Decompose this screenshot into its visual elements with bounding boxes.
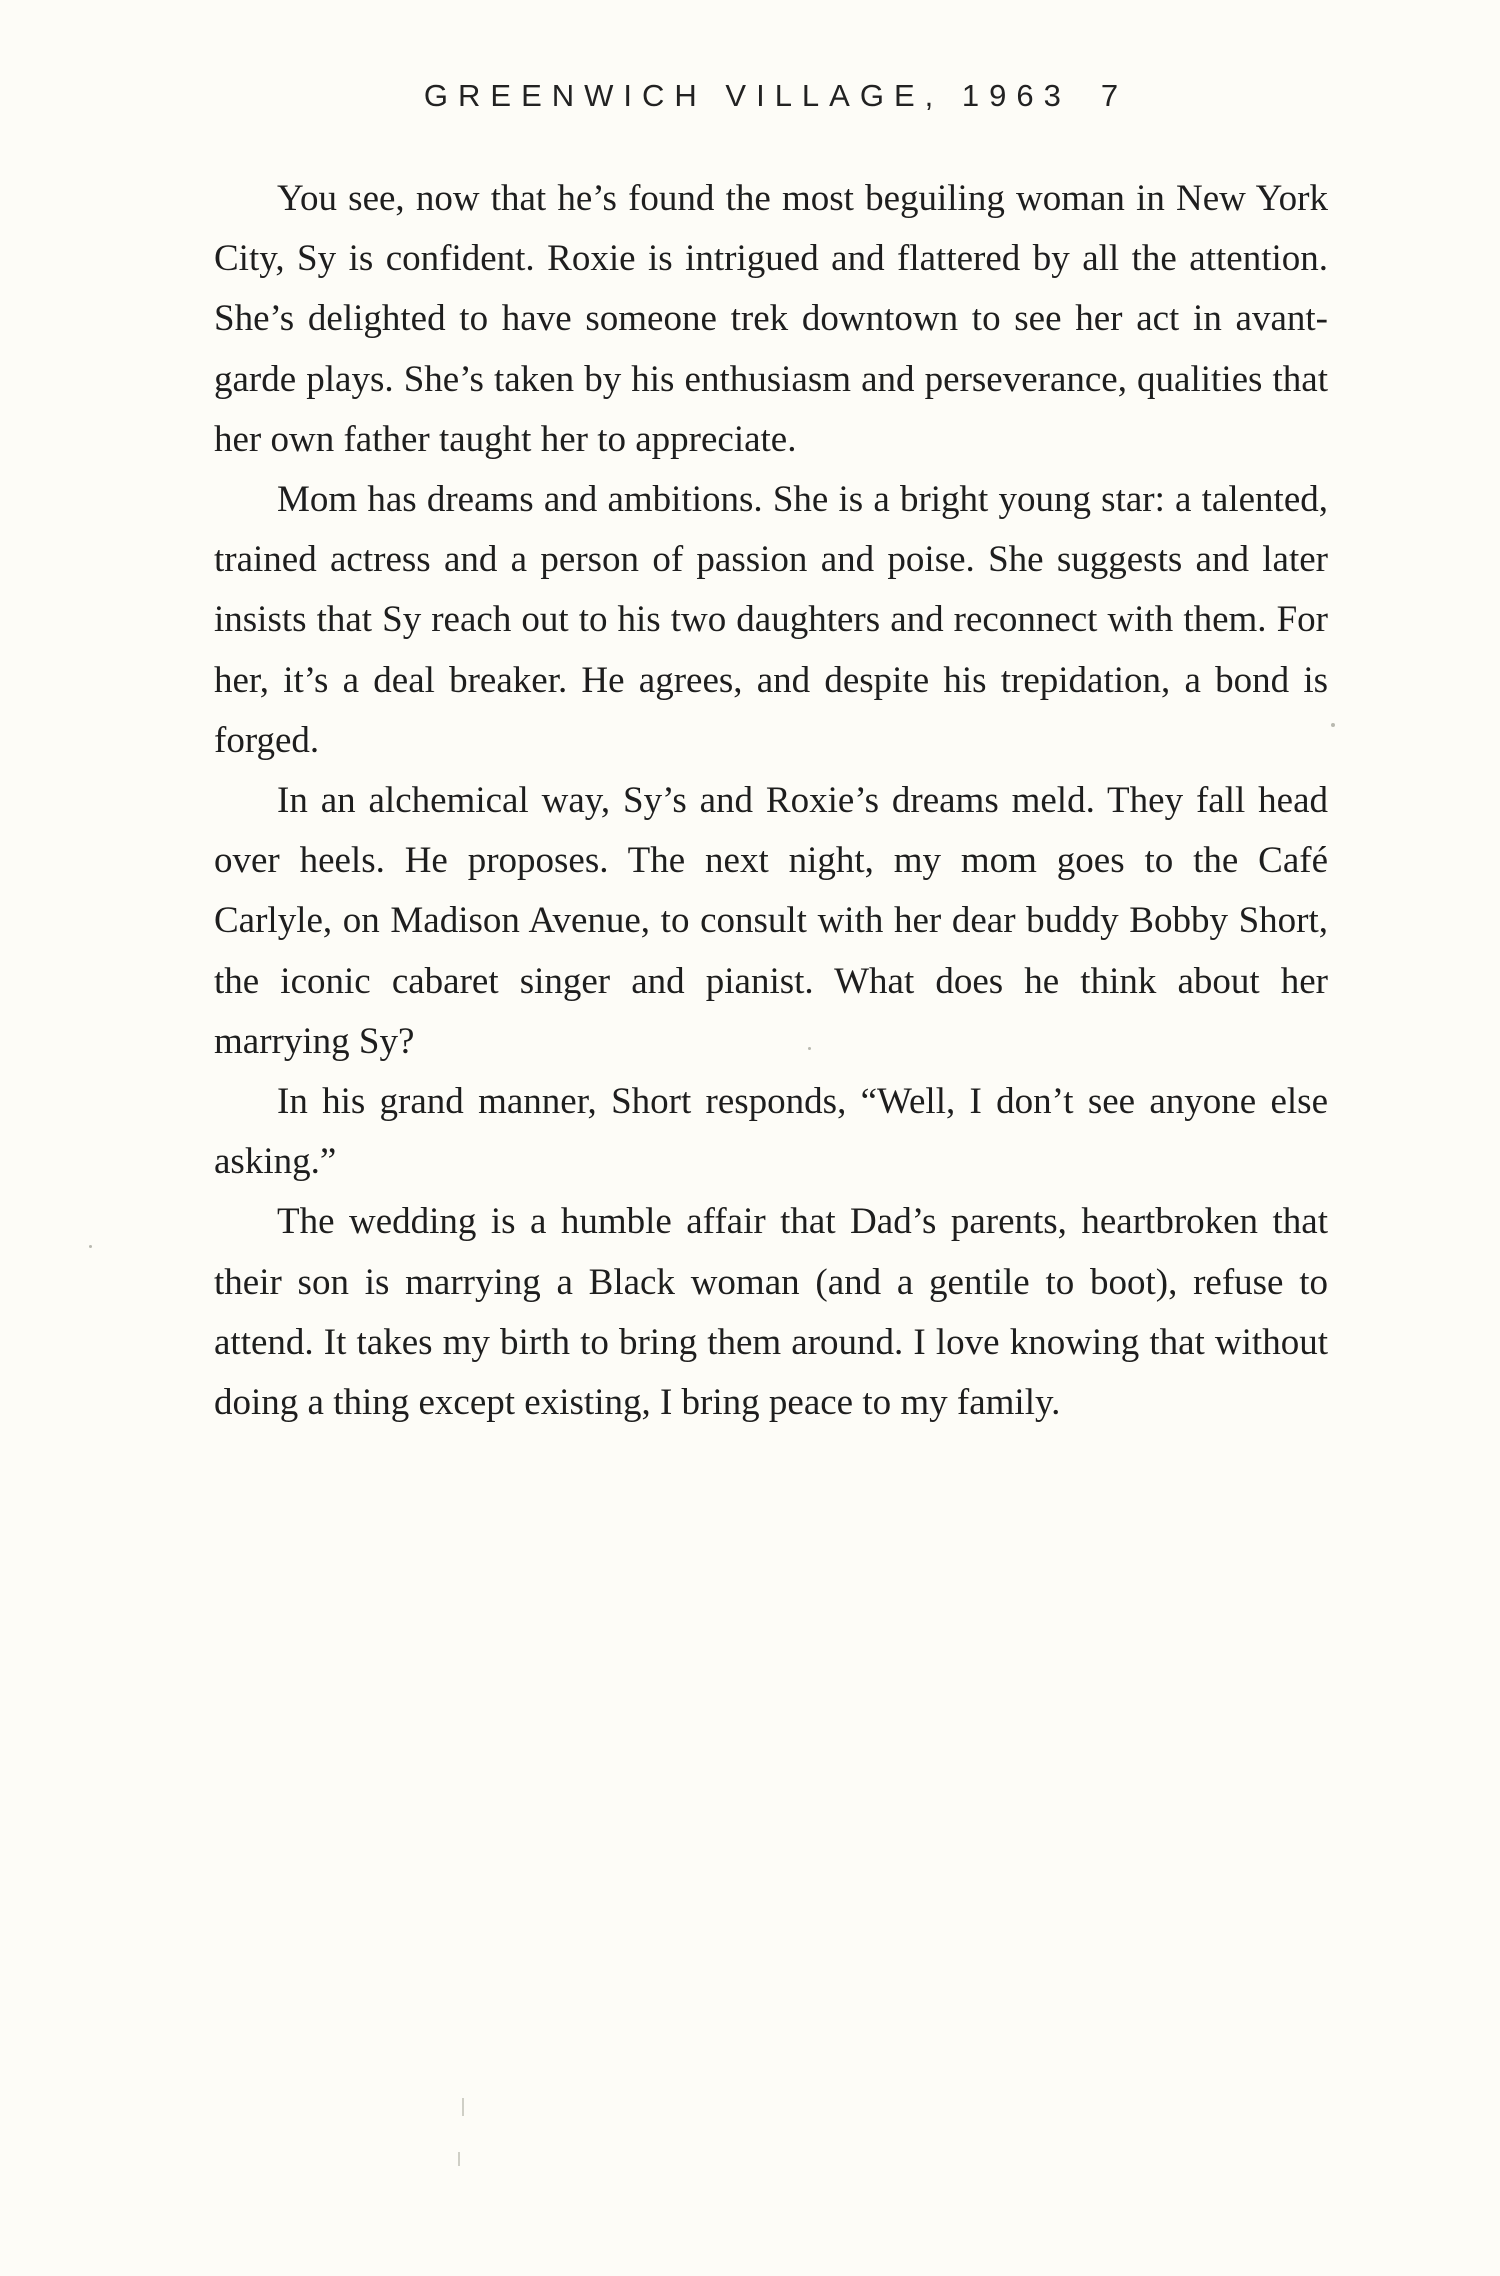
paragraph: You see, now that he’s found the most beguiling woman in New York City, Sy is confident. Roxie is intrigued and flattered by all the attention. She’s delighted to have someone trek downtown to see her act in avant-garde plays. She’s taken by his enthusiasm and perseverance, qualities that her own father taught her to appreciate. — [214, 178, 1328, 460]
running-head-title: GREENWICH VILLAGE, 1963 — [423, 78, 1071, 113]
paragraph: In his grand manner, Short responds, “Well, I don’t see anyone else asking.” — [214, 1081, 1328, 1183]
paragraph: The wedding is a humble affair that Dad’s parents, heartbroken that their son is marrying a Black woman (and a gentile to boot), refuse to attend. It takes my birth to bring them around. I love knowing that without doing a thing except existing, I bring peace to my family. — [214, 1201, 1328, 1424]
running-head — [214, 78, 1328, 114]
scan-speck — [1331, 723, 1335, 727]
body-text — [214, 169, 1328, 1433]
paragraph: In an alchemical way, Sy’s and Roxie’s dreams meld. They fall head over heels. He proposes. The next night, my mom goes to the Café Carlyle, on Madison Avenue, to consult with her dear buddy Bobby Short, the iconic cabaret singer and pianist. What does he think about her marrying Sy? — [214, 780, 1328, 1062]
scan-scratch — [462, 2098, 464, 2116]
scan-speck — [808, 1047, 811, 1050]
scan-speck — [89, 1245, 92, 1248]
page-number: 7 — [1100, 78, 1119, 113]
scan-scratch — [458, 2152, 460, 2166]
paragraph: Mom has dreams and ambitions. She is a bright young star: a talented, trained actress and a person of passion and poise. She suggests and later insists that Sy reach out to his two daughters and reconnect with them. For her, it’s a deal breaker. He agrees, and despite his trepidation, a bond is forged. — [214, 479, 1328, 761]
